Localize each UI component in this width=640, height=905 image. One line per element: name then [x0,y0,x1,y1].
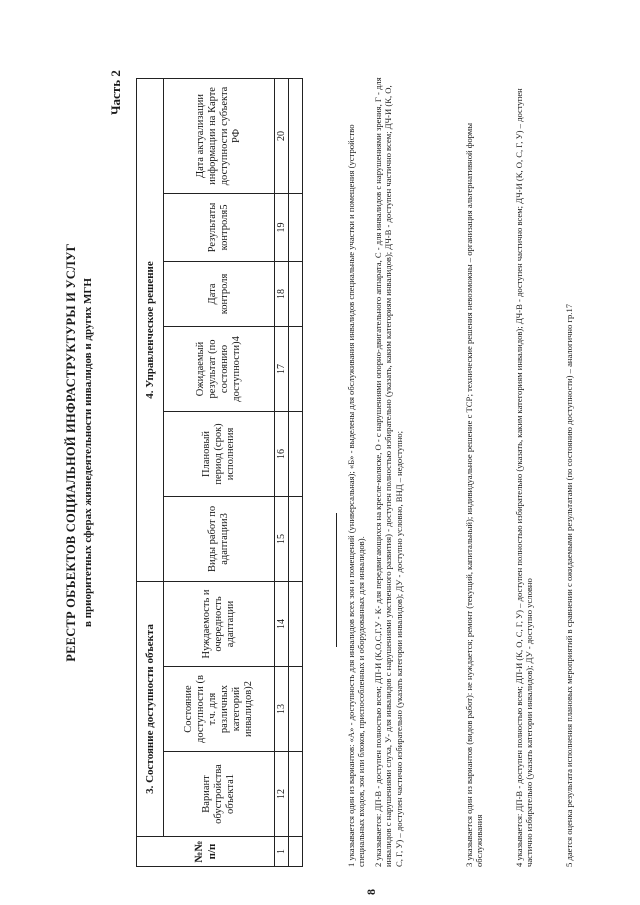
column-number: 19 [275,193,289,261]
empty-cell [289,837,303,867]
empty-cell [289,752,303,837]
empty-cell [289,667,303,752]
column-number-row [275,78,289,866]
empty-cell [289,78,303,193]
header-cell-need: Нуждаемость и очередность адаптации [164,581,275,666]
empty-cell [289,261,303,326]
empty-cell [289,193,303,261]
column-number: 20 [275,78,289,193]
header-cell-state: Состояние доступности (в т.ч. для различных категорий инвалидов)2 [164,667,275,752]
header-cell-works: Виды работ по адаптации3 [164,496,275,581]
column-number: 1 [275,837,289,867]
group-header-decision: 4. Управленческое решение [137,78,164,581]
footnote-5: 5 дается оценка результата исполнения плановых мероприятий в сравнении с ожидаемыми результатами (по состоянию доступности) – аналогично гр.17 [564,303,574,867]
group-header-state: 3. Состояние доступности объекта [137,581,164,836]
column-number: 15 [275,496,289,581]
part-label: Часть 2 [108,70,123,115]
column-number: 16 [275,411,289,496]
header-cell-expected: Ожидаемый результат (по состоянию доступности)4 [164,326,275,411]
footnote-separator [336,513,337,647]
page-subtitle: в приоритетных сферах жизнедеятельности инвалидов и других МГН [82,278,94,627]
header-cell-period: Плановый период (срок) исполнения [164,411,275,496]
footnote-1: 1 указывается один из вариантов: «А» - доступность для инвалидов всех зон и помещений (универсальная); «Б» - выделены для обслуживания инвалидов специальные участки и помещения (устройство специальных входов, зон или блоков, приспособленных и оборудованных для инвалидов). [346,124,367,867]
empty-cell [289,496,303,581]
footnote-4: 4 указывается: ДП-В - доступен полностью всем; ДП-И (К, О, С, Г, У) – доступен полностью избирательно (указать, каким категориям инвалидов); ДЧ-В - доступен частично всем; ДЧ-И (К, О, С, Г, У) – доступен частично избирательно (указать категории инвалидов); ДУ - доступно условно [514,88,535,867]
empty-cell [289,581,303,666]
header-cell-num: №№ п/п [137,837,275,867]
column-number: 18 [275,261,289,326]
empty-cell [289,411,303,496]
column-number: 13 [275,667,289,752]
column-number: 17 [275,326,289,411]
page-title: РЕЕСТР ОБЪЕКТОВ СОЦИАЛЬНОЙ ИНФРАСТРУКТУРЫ И УСЛУГ [64,243,78,662]
header-cell-control-date: Дата контроля [164,261,275,326]
footnote-3: 3 указывается один из вариантов (видов работ): не нуждается; ремонт (текущий, капитальный); индивидуальное решение с ТСР; технические решения невозможны – организация альтернативной формы обслуживания [464,122,485,867]
header-cell-update-date: Дата актуализации информации на Карте доступности субъекта РФ [164,78,275,193]
empty-cell [289,326,303,411]
header-cell-variant: Вариант обустройства объекта1 [164,752,275,837]
empty-data-row [289,78,303,866]
column-number: 14 [275,581,289,666]
registry-table [136,78,303,867]
page-number: 8 [364,889,378,895]
footnote-2: 2 указывается: ДП-В - доступен полностью всем; ДП-И (К,О,С,Г,У - К- для передвигающихся на кресле-коляске, О - с нарушениями опорно-двигательного аппарата, С - для инвалидов с нарушениями зрения, Г - для инвалидов с нарушениями слуха, У- для инвалидов с нарушениями умственного развития) - доступен полностью избирательно (указать, каким категориям инвалидов); ДЧ-В - доступен частично всем; ДЧ-И (К, О, С, Г, У) – доступен частично избирательно (указать категории инвалидов); ДУ - доступно условно, ВНД – недоступно; [373,77,404,867]
column-number: 12 [275,752,289,837]
header-cell-control-result: Результаты контроля5 [164,193,275,261]
